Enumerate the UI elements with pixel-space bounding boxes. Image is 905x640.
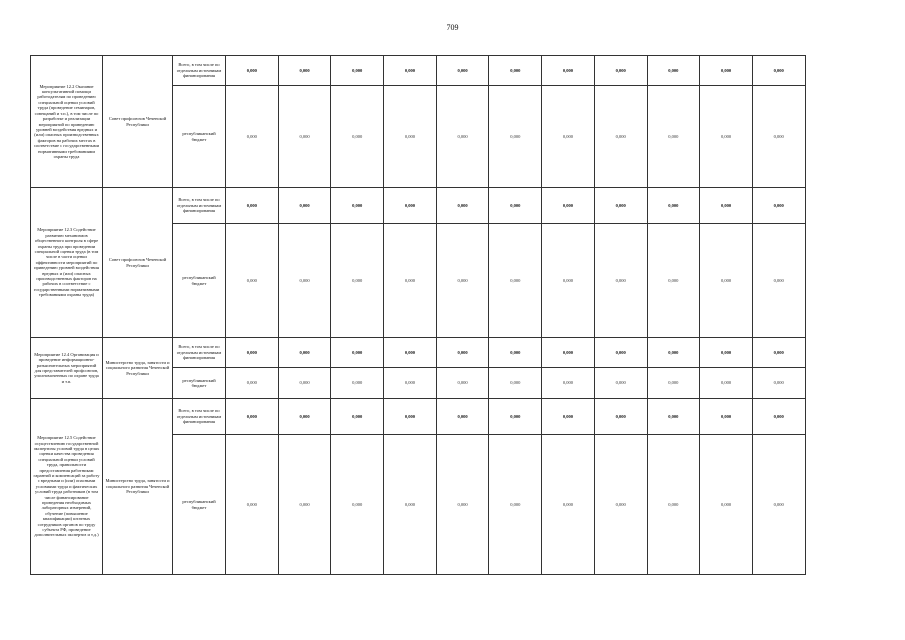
budget-value-cell: 0,000 xyxy=(436,368,489,399)
financing-table xyxy=(30,55,806,575)
total-value-cell: 0,000 xyxy=(752,56,805,86)
budget-value-cell: 0,000 xyxy=(384,435,437,575)
total-value-cell: 0,000 xyxy=(226,56,279,86)
budget-label-cell: республиканский бюджет xyxy=(173,86,226,188)
total-value-cell: 0,000 xyxy=(384,338,437,368)
total-value-cell: 0,000 xyxy=(436,338,489,368)
activity-cell: Мероприятие 12.2 Оказание консультативной помощи работодателям по проведению специальной оценки условий труда (проведение семинаров, совещаний и т.п.), в том числе по разработке и реализации мероприятий по приведению уровней воздействия вредных и (или) опасных производственных факторов на рабочих местах в соответствие с государственными нормативными требованиями охраны труда xyxy=(31,56,103,188)
total-value-cell: 0,000 xyxy=(752,338,805,368)
budget-value-cell: 0,000 xyxy=(542,368,595,399)
budget-value-cell: 0,000 xyxy=(226,435,279,575)
budget-value-cell: 0,000 xyxy=(489,435,542,575)
budget-value-cell: 0,000 xyxy=(700,368,753,399)
budget-value-cell: 0,000 xyxy=(647,224,700,338)
total-value-cell: 0,000 xyxy=(542,188,595,224)
total-value-cell: 0,000 xyxy=(700,188,753,224)
total-value-cell: 0,000 xyxy=(384,188,437,224)
budget-value-cell: 0,000 xyxy=(278,435,331,575)
total-value-cell: 0,000 xyxy=(331,399,384,435)
budget-value-cell: 0,000 xyxy=(384,224,437,338)
total-value-cell: 0,000 xyxy=(331,188,384,224)
budget-value-cell: 0,000 xyxy=(594,435,647,575)
activity-cell: Мероприятие 12.3 Содействие развитию механизмов общественного контроля в сфере охраны труда при проведении специальной оценки труда (в том числе в части оценки эффективности мероприятий по приведению уровней воздействия вредных и (или) опасных производственных факторов на рабочих в соответствие с государственными нормативными требованиями охраны труда) xyxy=(31,188,103,338)
budget-value-cell: 0,000 xyxy=(594,86,647,188)
budget-value-cell: 0,000 xyxy=(647,86,700,188)
budget-value-cell: 0,000 xyxy=(226,86,279,188)
budget-value-cell: 0,000 xyxy=(489,224,542,338)
total-value-cell: 0,000 xyxy=(542,399,595,435)
total-value-cell: 0,000 xyxy=(752,188,805,224)
budget-value-cell: 0,000 xyxy=(331,86,384,188)
budget-label-cell: республиканский бюджет xyxy=(173,368,226,399)
total-value-cell: 0,000 xyxy=(278,399,331,435)
total-value-cell: 0,000 xyxy=(226,188,279,224)
budget-value-cell: 0,000 xyxy=(278,224,331,338)
table-row xyxy=(31,399,806,435)
budget-label-cell: республиканский бюджет xyxy=(173,224,226,338)
budget-value-cell: 0,000 xyxy=(278,368,331,399)
total-value-cell: 0,000 xyxy=(647,399,700,435)
budget-value-cell: 0,000 xyxy=(489,86,542,188)
total-label-cell: Всего, в том числе по отдельным источникам финансирования xyxy=(173,338,226,368)
total-value-cell: 0,000 xyxy=(436,56,489,86)
budget-value-cell: 0,000 xyxy=(436,435,489,575)
total-value-cell: 0,000 xyxy=(489,338,542,368)
total-value-cell: 0,000 xyxy=(278,338,331,368)
total-value-cell: 0,000 xyxy=(489,399,542,435)
total-value-cell: 0,000 xyxy=(542,338,595,368)
budget-value-cell: 0,000 xyxy=(384,368,437,399)
total-value-cell: 0,000 xyxy=(594,188,647,224)
budget-value-cell: 0,000 xyxy=(542,86,595,188)
total-value-cell: 0,000 xyxy=(436,399,489,435)
budget-value-cell: 0,000 xyxy=(542,435,595,575)
total-value-cell: 0,000 xyxy=(384,56,437,86)
budget-value-cell: 0,000 xyxy=(489,368,542,399)
total-label-cell: Всего, в том числе по отдельным источникам финансирования xyxy=(173,188,226,224)
budget-value-cell: 0,000 xyxy=(752,368,805,399)
total-value-cell: 0,000 xyxy=(331,338,384,368)
total-value-cell: 0,000 xyxy=(542,56,595,86)
total-value-cell: 0,000 xyxy=(278,188,331,224)
total-value-cell: 0,000 xyxy=(278,56,331,86)
total-value-cell: 0,000 xyxy=(700,56,753,86)
budget-value-cell: 0,000 xyxy=(278,86,331,188)
budget-value-cell: 0,000 xyxy=(647,435,700,575)
budget-value-cell: 0,000 xyxy=(436,224,489,338)
budget-value-cell: 0,000 xyxy=(436,86,489,188)
total-value-cell: 0,000 xyxy=(594,338,647,368)
budget-value-cell: 0,000 xyxy=(700,224,753,338)
budget-value-cell: 0,000 xyxy=(752,224,805,338)
executor-cell: Министерство труда, занятости и социального развития Чеченской Республики xyxy=(103,399,173,575)
budget-value-cell: 0,000 xyxy=(752,435,805,575)
budget-value-cell: 0,000 xyxy=(647,368,700,399)
activity-cell: Мероприятие 12.5 Содействие осуществлению государственной экспертизы условий труда в целях оценки качества проведения специальной оценки условий труда, правильности предоставления работникам гарантий и компенсаций за работу с вредными и (или) опасными условиями труда и фактических условий труда работников (в том числе финансирование проведения необходимых лабораторных измерений, обучение (повышение квалификации) штатных сотрудников органов по труду субъекта РФ, проведение дополнительных экспертиз и т.д.) xyxy=(31,399,103,575)
total-value-cell: 0,000 xyxy=(384,399,437,435)
total-value-cell: 0,000 xyxy=(226,399,279,435)
total-value-cell: 0,000 xyxy=(647,188,700,224)
budget-value-cell: 0,000 xyxy=(700,435,753,575)
budget-label-cell: республиканский бюджет xyxy=(173,435,226,575)
budget-value-cell: 0,000 xyxy=(226,224,279,338)
budget-value-cell: 0,000 xyxy=(331,224,384,338)
budget-value-cell: 0,000 xyxy=(384,86,437,188)
total-value-cell: 0,000 xyxy=(594,399,647,435)
budget-value-cell: 0,000 xyxy=(594,224,647,338)
total-value-cell: 0,000 xyxy=(647,56,700,86)
table-row xyxy=(31,56,806,86)
budget-value-cell: 0,000 xyxy=(226,368,279,399)
budget-value-cell: 0,000 xyxy=(542,224,595,338)
total-value-cell: 0,000 xyxy=(700,338,753,368)
total-value-cell: 0,000 xyxy=(489,188,542,224)
budget-value-cell: 0,000 xyxy=(700,86,753,188)
table-row xyxy=(31,338,806,368)
total-value-cell: 0,000 xyxy=(700,399,753,435)
total-label-cell: Всего, в том числе по отдельным источникам финансирования xyxy=(173,399,226,435)
budget-value-cell: 0,000 xyxy=(331,435,384,575)
total-value-cell: 0,000 xyxy=(752,399,805,435)
executor-cell: Совет профсоюзов Чеченской Республики xyxy=(103,188,173,338)
total-value-cell: 0,000 xyxy=(647,338,700,368)
executor-cell: Совет профсоюзов Чеченской Республики xyxy=(103,56,173,188)
page-number: 709 xyxy=(446,23,459,32)
total-value-cell: 0,000 xyxy=(489,56,542,86)
total-value-cell: 0,000 xyxy=(226,338,279,368)
budget-value-cell: 0,000 xyxy=(752,86,805,188)
budget-value-cell: 0,000 xyxy=(594,368,647,399)
total-value-cell: 0,000 xyxy=(331,56,384,86)
total-value-cell: 0,000 xyxy=(594,56,647,86)
budget-value-cell: 0,000 xyxy=(331,368,384,399)
total-label-cell: Всего, в том числе по отдельным источникам финансирования xyxy=(173,56,226,86)
executor-cell: Министерство труда, занятости и социального развития Чеченской Республики xyxy=(103,338,173,399)
activity-cell: Мероприятие 12.4 Организация и проведение информационно-разъяснительных мероприятий для представителей профсоюзов, уполномоченных по охране труда и т.п. xyxy=(31,338,103,399)
table-row xyxy=(31,188,806,224)
total-value-cell: 0,000 xyxy=(436,188,489,224)
